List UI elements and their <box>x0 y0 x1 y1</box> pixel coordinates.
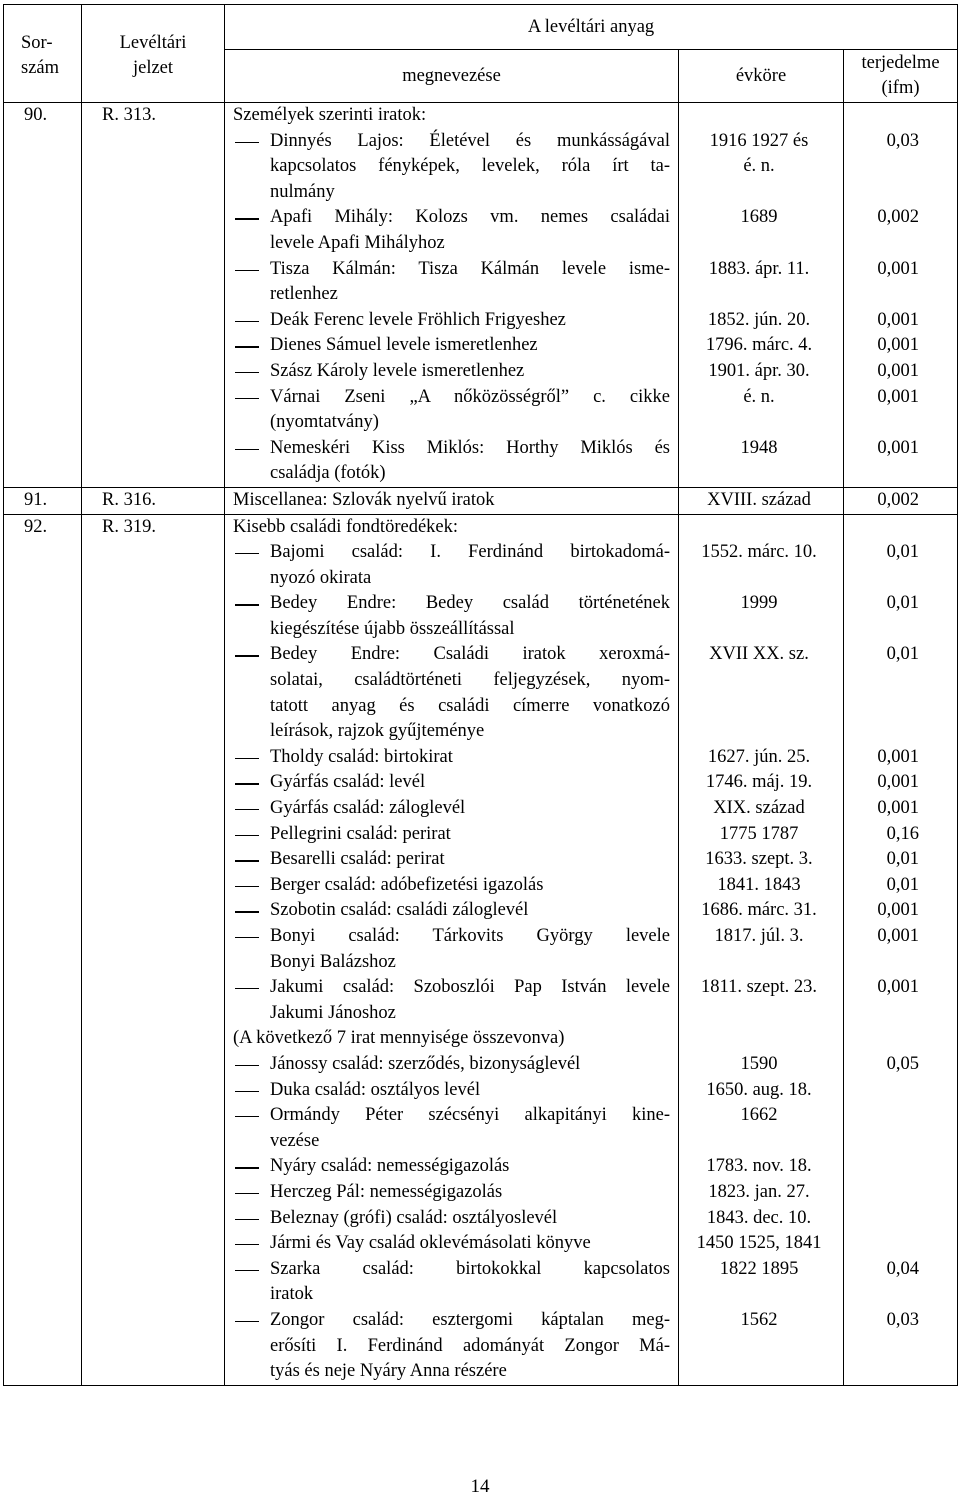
row-signature <box>82 103 225 488</box>
item-years: 1822 1895 <box>719 1258 799 1279</box>
list-item: Szász Károly levele ismeretlenhez <box>233 359 670 385</box>
spacer <box>679 668 839 694</box>
list-item-continuation: Bonyi Balázshoz <box>270 951 396 972</box>
archive-table <box>3 4 958 1386</box>
list-item: Nemeskéri Kiss Miklós: Horthy Miklós és <box>233 436 670 462</box>
col-header-extent-line1: terjedelme <box>861 53 940 73</box>
row-description <box>225 103 679 488</box>
list-item: Deák Ferenc levele Fröhlich Frigyeshez <box>233 308 670 334</box>
list-item-continuation: vezése <box>270 1130 320 1151</box>
item-years: 1843. dec. 10. <box>706 1207 812 1228</box>
section-title: Miscellanea: Szlovák nyelvű iratok <box>233 489 495 510</box>
item-extent: 0,001 <box>877 360 920 381</box>
list-item: Jánossy család: szerződés, bizonyságlevél <box>233 1052 670 1078</box>
item-years: 1823. jan. 27. <box>708 1181 810 1202</box>
spacer <box>844 1282 919 1308</box>
col-header-extent <box>844 50 958 103</box>
col-header-years: évköre <box>679 50 844 103</box>
spacer <box>844 515 919 541</box>
table-row <box>4 487 958 514</box>
list-item: Bedey Endre: Bedey család történetének <box>233 591 670 617</box>
list-item-continuation: nyozó okirata <box>270 567 372 588</box>
table-row <box>4 514 958 1385</box>
item-extent: 0,01 <box>886 874 920 895</box>
row-signature-text: R. 319. <box>102 516 156 537</box>
spacer <box>844 180 919 206</box>
spacer <box>679 566 839 592</box>
section-title: Kisebb családi fondtöredékek: <box>233 516 459 537</box>
spacer <box>679 1282 839 1308</box>
spacer <box>679 410 839 436</box>
col-header-signature <box>82 5 225 103</box>
table-header <box>4 5 958 103</box>
item-years: 1883. ápr. 11. <box>708 258 810 279</box>
item-years: 1650. aug. 18. <box>706 1079 812 1100</box>
spacer <box>844 1206 919 1232</box>
row-extent <box>844 487 958 514</box>
spacer <box>679 515 839 541</box>
spacer <box>844 461 919 487</box>
item-years: 1686. márc. 31. <box>701 900 817 921</box>
row-number-text: 91. <box>24 489 48 510</box>
spacer <box>844 1359 919 1385</box>
spacer <box>844 668 919 694</box>
list-item-continuation: solatai, családtörténeti feljegyzések, nyom- <box>270 670 670 691</box>
list-item: Pellegrini család: perirat <box>233 822 670 848</box>
list-item-continuation: tyás és neje Nyáry Anna részére <box>270 1361 507 1382</box>
section-years: XVIII. század <box>707 489 811 510</box>
spacer <box>844 1129 919 1155</box>
row-years <box>679 514 844 1385</box>
list-item-continuation: retlenhez <box>270 284 338 305</box>
spacer <box>679 719 839 745</box>
list-item-continuation: levele Apafi Mihályhoz <box>270 232 445 253</box>
row-number <box>4 514 82 1385</box>
spacer <box>679 1026 839 1052</box>
item-years: é. n. <box>743 156 775 177</box>
spacer <box>679 103 839 129</box>
item-years: 1948 <box>740 437 778 458</box>
item-extent: 0,001 <box>877 926 920 946</box>
spacer <box>679 180 839 206</box>
list-item: Berger család: adóbefizetési igazolás <box>233 873 670 899</box>
spacer <box>679 282 839 308</box>
row-description <box>225 514 679 1385</box>
item-years: 1746. máj. 19. <box>705 772 813 793</box>
row-extent <box>844 103 958 488</box>
list-item-continuation: családja (fotók) <box>270 463 386 484</box>
list-item: Jármi és Vay család oklevémásolati könyve <box>233 1231 670 1257</box>
item-extent: 0,001 <box>877 772 920 793</box>
item-years: 1901. ápr. 30. <box>708 360 810 381</box>
item-years: XVII XX. sz. <box>709 644 809 665</box>
spacer <box>844 282 919 308</box>
row-extent <box>844 514 958 1385</box>
item-years: XIX. század <box>713 798 805 819</box>
item-extent: 0,001 <box>877 798 920 819</box>
item-years: 1450 1525, 1841 <box>696 1233 822 1254</box>
spacer <box>679 231 839 257</box>
row-signature-text: R. 313. <box>102 105 156 125</box>
item-extent: 0,16 <box>886 823 920 844</box>
item-extent: 0,001 <box>877 746 920 767</box>
spacer <box>679 1001 839 1027</box>
row-number <box>4 487 82 514</box>
row-signature-text: R. 316. <box>102 489 156 510</box>
list-item-continuation: erősíti I. Ferdinánd adományát Zongor Má- <box>270 1335 670 1356</box>
row-description <box>225 487 679 514</box>
row-number <box>4 103 82 488</box>
item-years: é. n. <box>743 386 775 407</box>
section-extent: 0,002 <box>877 489 920 510</box>
list-item: Bonyi család: Tárkovits György levele <box>233 924 670 950</box>
item-extent: 0,01 <box>886 593 920 614</box>
list-item-continuation: leírások, rajzok gyűjteménye <box>270 721 485 742</box>
item-years: 1590 <box>740 1053 778 1074</box>
item-extent: 0,01 <box>886 849 920 870</box>
row-number-text: 90. <box>24 105 48 125</box>
list-item: Beleznay (grófi) család: osztályoslevél <box>233 1206 670 1232</box>
item-years: 1775 1787 <box>719 823 799 844</box>
item-years: 1817. júl. 3. <box>714 926 804 946</box>
item-years: 1562 <box>740 1309 778 1330</box>
spacer <box>844 566 919 592</box>
list-item: Gyárfás család: záloglevél <box>233 796 670 822</box>
spacer <box>679 1129 839 1155</box>
spacer <box>844 694 919 720</box>
item-extent: 0,001 <box>877 335 920 356</box>
col-header-signature-line1: Levéltári <box>119 32 187 53</box>
spacer <box>844 1180 919 1206</box>
list-item: Duka család: osztályos levél <box>233 1078 670 1104</box>
spacer <box>844 1154 919 1180</box>
item-years: 1633. szept. 3. <box>705 849 813 870</box>
list-item: Tholdy család: birtokirat <box>233 745 670 771</box>
list-item: Várnai Zseni „A nőközösségről” c. cikke <box>233 385 670 411</box>
spacer <box>844 231 919 257</box>
item-extent: 0,002 <box>877 207 920 228</box>
list-item: Herczeg Pál: nemességigazolás <box>233 1180 670 1206</box>
row-signature <box>82 514 225 1385</box>
item-years: 1627. jún. 25. <box>707 746 811 767</box>
spacer <box>844 154 919 180</box>
item-years: 1999 <box>740 593 778 614</box>
spacer <box>844 1231 919 1257</box>
item-years: 1689 <box>740 207 778 228</box>
spacer <box>679 1359 839 1385</box>
row-number-text: 92. <box>24 516 48 537</box>
table-body <box>4 103 958 1386</box>
list-item-continuation: kapcsolatos fényképek, levelek, róla írt ta- <box>270 156 670 177</box>
item-years: 1841. 1843 <box>717 874 801 895</box>
spacer <box>679 694 839 720</box>
col-header-signature-line2: jelzet <box>132 57 174 78</box>
list-item: Bajomi család: I. Ferdinánd birtokadomá- <box>233 540 670 566</box>
page-number: 14 <box>470 1476 490 1497</box>
spacer <box>679 461 839 487</box>
item-extent: 0,001 <box>877 258 920 279</box>
item-extent: 0,001 <box>877 900 920 921</box>
item-extent: 0,03 <box>886 130 920 151</box>
spacer <box>679 1334 839 1360</box>
col-header-name: megnevezése <box>225 50 679 103</box>
item-years: 1662 <box>740 1105 778 1126</box>
spacer <box>844 1334 919 1360</box>
item-extent: 0,001 <box>877 437 920 458</box>
list-item: Zongor család: esztergomi káptalan meg- <box>233 1308 670 1334</box>
spacer <box>844 103 919 129</box>
item-years: 1552. márc. 10. <box>701 542 817 563</box>
list-item-continuation: Jakumi Jánoshoz <box>270 1002 396 1023</box>
table-row <box>4 103 958 488</box>
item-years: 1811. szept. 23. <box>701 977 817 998</box>
spacer <box>844 1103 919 1129</box>
item-extent: 0,01 <box>886 644 920 665</box>
spacer <box>679 950 839 976</box>
list-item: Apafi Mihály: Kolozs vm. nemes családai <box>233 205 670 231</box>
col-header-number <box>4 5 82 103</box>
list-item: Tisza Kálmán: Tisza Kálmán levele isme- <box>233 257 670 283</box>
row-years <box>679 487 844 514</box>
item-years: 1783. nov. 18. <box>706 1156 812 1177</box>
list-item: Dienes Sámuel levele ismeretlenhez <box>233 333 670 359</box>
list-item: Jakumi család: Szoboszlói Pap István levele <box>233 975 670 1001</box>
list-item-continuation: (nyomtatvány) <box>270 412 379 433</box>
col-header-group: A levéltári anyag <box>225 5 958 50</box>
item-extent: 0,05 <box>886 1053 920 1074</box>
spacer <box>844 1001 919 1027</box>
spacer <box>844 617 919 643</box>
item-years: 1916 1927 és <box>709 130 809 151</box>
list-item: Dinnyés Lajos: Életével és munkásságával <box>233 129 670 155</box>
list-item: Besarelli család: perirat <box>233 847 670 873</box>
list-item: Gyárfás család: levél <box>233 770 670 796</box>
list-item-continuation: tatott anyag és családi címerre vonatkozó <box>270 695 670 716</box>
group-note: (A következő 7 irat mennyisége összevonva) <box>233 1028 565 1049</box>
item-extent: 0,03 <box>886 1309 920 1330</box>
spacer <box>679 617 839 643</box>
list-item-continuation: kiegészítése újabb összeállítással <box>270 618 515 639</box>
item-years: 1852. jún. 20. <box>707 309 811 330</box>
col-header-number-line2: szám <box>21 57 60 78</box>
spacer <box>844 950 919 976</box>
col-header-extent-line2: (ifm) <box>881 78 920 98</box>
item-extent: 0,04 <box>886 1258 920 1279</box>
list-item: Ormándy Péter szécsényi alkapitányi kine- <box>233 1103 670 1129</box>
list-item: Szarka család: birtokokkal kapcsolatos <box>233 1257 670 1283</box>
list-item-continuation: iratok <box>270 1284 314 1305</box>
spacer <box>844 719 919 745</box>
row-years <box>679 103 844 488</box>
row-signature <box>82 487 225 514</box>
item-extent: 0,001 <box>877 386 920 407</box>
list-item: Szobotin család: családi záloglevél <box>233 898 670 924</box>
col-header-number-line1: Sor- <box>21 32 53 53</box>
list-item: Bedey Endre: Családi iratok xeroxmá- <box>233 642 670 668</box>
section-title: Személyek szerinti iratok: <box>233 105 427 125</box>
item-extent: 0,001 <box>877 977 920 998</box>
list-item: Nyáry család: nemességigazolás <box>233 1154 670 1180</box>
spacer <box>844 1078 919 1104</box>
list-item-continuation: nulmány <box>270 181 335 202</box>
spacer <box>844 410 919 436</box>
item-extent: 0,001 <box>877 309 920 330</box>
item-extent: 0,01 <box>886 542 920 563</box>
item-years: 1796. márc. 4. <box>705 335 813 356</box>
spacer <box>844 1026 919 1052</box>
